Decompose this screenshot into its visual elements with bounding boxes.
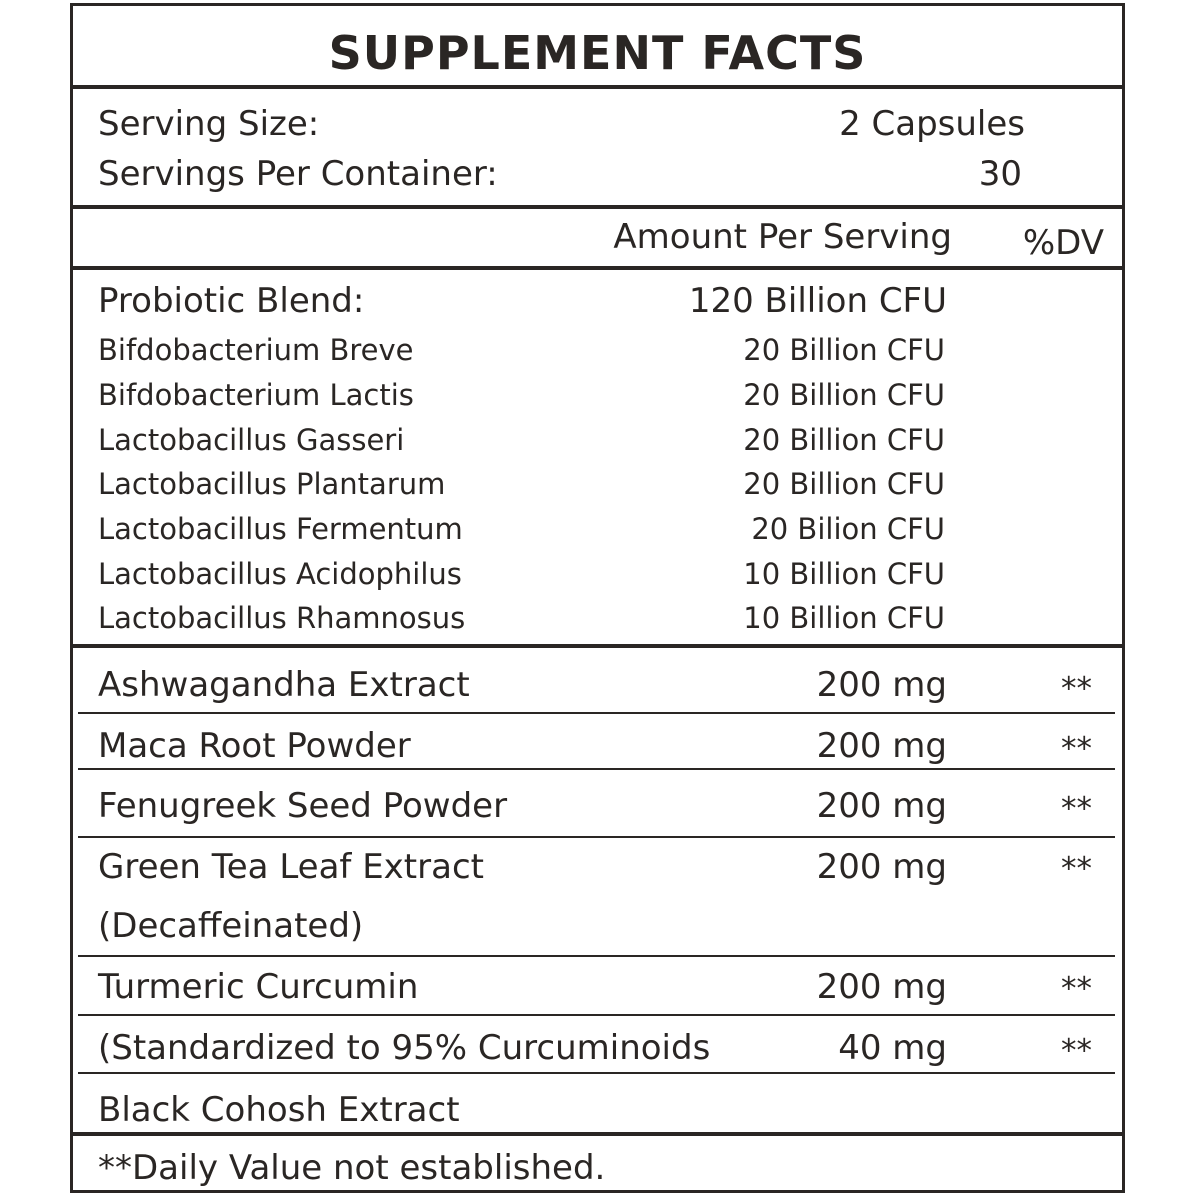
divider-row [78,836,1115,838]
probiotic-blend-label: Probiotic Blend: [98,281,365,321]
panel-title: SUPPLEMENT FACTS [328,26,867,80]
ingredient-dv: ** [1061,731,1092,767]
strain-amount: 10 Billion CFU [743,557,945,591]
divider-header [73,266,1122,270]
strain-amount: 20 Bilion CFU [751,512,945,546]
ingredient-name: Maca Root Powder [98,726,411,766]
ingredient-dv: ** [1061,1033,1092,1069]
ingredient-amount: 200 mg [816,786,947,826]
strain-name: Lactobacillus Acidophilus [98,557,462,591]
strain-amount: 20 Billion CFU [743,423,945,457]
ingredient-amount: 200 mg [816,726,947,766]
probiotic-blend-amount: 120 Billion CFU [688,281,947,321]
divider-row [78,768,1115,770]
dv-header: %DV [1022,223,1104,263]
servings-per-container-label: Servings Per Container: [98,154,498,194]
supplement-facts-panel [70,3,1125,1193]
divider-serving [73,205,1122,209]
strain-amount: 20 Billion CFU [743,467,945,501]
ingredient-dv: ** [1061,971,1092,1007]
amount-per-serving-header: Amount Per Serving [613,217,952,257]
footnote: **Daily Value not established. [98,1148,606,1188]
strain-name: Lactobacillus Fermentum [98,512,463,546]
divider-footnote [73,1132,1122,1136]
divider-row [78,712,1115,714]
ingredient-name: (Standardized to 95% Curcuminoids [98,1028,711,1068]
strain-name: Bifdobacterium Lactis [98,378,414,412]
ingredient-name-line2: (Decaffeinated) [98,906,364,946]
divider-title [73,85,1122,89]
ingredient-name: Black Cohosh Extract [98,1090,460,1130]
strain-name: Bifdobacterium Breve [98,333,414,367]
ingredient-name: Fenugreek Seed Powder [98,786,508,826]
strain-amount: 20 Billion CFU [743,378,945,412]
ingredient-name: Green Tea Leaf Extract [98,847,484,887]
ingredient-dv: ** [1061,791,1092,827]
ingredient-amount: 40 mg [838,1028,947,1068]
ingredient-amount: 200 mg [816,665,947,705]
strain-amount: 20 Billion CFU [743,333,945,367]
ingredient-amount: 200 mg [816,967,947,1007]
strain-name: Lactobacillus Rhamnosus [98,601,466,635]
ingredient-dv: ** [1061,671,1092,707]
ingredient-name: Ashwagandha Extract [98,665,470,705]
divider-row [78,1072,1115,1074]
strain-name: Lactobacillus Plantarum [98,467,446,501]
ingredient-amount: 200 mg [816,847,947,887]
divider-probiotic [73,644,1122,648]
serving-size-value: 2 Capsules [839,104,1025,144]
ingredient-name: Turmeric Curcumin [98,967,419,1007]
divider-row [78,955,1115,957]
ingredient-dv: ** [1061,851,1092,887]
strain-name: Lactobacillus Gasseri [98,423,405,457]
divider-row [78,1014,1115,1016]
strain-amount: 10 Billion CFU [743,601,945,635]
servings-per-container-value: 30 [978,154,1022,194]
serving-size-label: Serving Size: [98,104,320,144]
